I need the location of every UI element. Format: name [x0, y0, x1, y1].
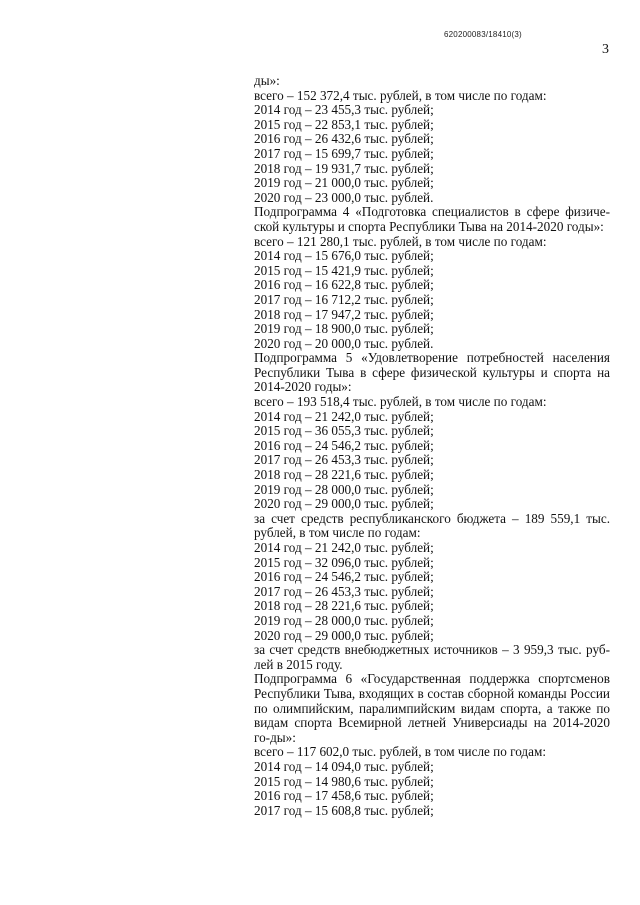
text-line: 2016 год – 26 432,6 тыс. рублей; — [254, 131, 434, 147]
text-line: 2017 год – 26 453,3 тыс. рублей; — [254, 452, 434, 468]
text-line: всего – 193 518,4 тыс. рублей, в том числе по годам: — [254, 394, 547, 410]
text-line: 2020 год – 29 000,0 тыс. рублей; — [254, 496, 434, 512]
text-line: 2019 год – 28 000,0 тыс. рублей; — [254, 481, 434, 497]
text-line: 2014 год – 23 455,3 тыс. рублей; — [254, 102, 434, 118]
text-line: 2014 год – 21 242,0 тыс. рублей; — [254, 408, 434, 424]
text-line: 2014 год – 21 242,0 тыс. рублей; — [254, 540, 434, 555]
paragraph: Подпрограмма 6 «Государственная поддержка спортсменов Республики Тыва, входящих в состав сборной команды России по олимпийским, паралимпийским видам спорта, а также по видам спорта Всемирной летней Универсиады на 2014-2020 го-ды»: — [254, 671, 610, 745]
text-line: 2019 год – 18 900,0 тыс. рублей; — [254, 321, 434, 337]
text-line: всего – 152 372,4 тыс. рублей, в том числе по годам: — [254, 87, 547, 103]
text-line: 2017 год – 15 699,7 тыс. рублей; — [254, 145, 434, 161]
text-line: 2016 год – 24 546,2 тыс. рублей; — [254, 437, 434, 453]
text-line: всего – 121 280,1 тыс. рублей, в том числе по годам: — [254, 233, 547, 249]
text-line: 2020 год – 23 000,0 тыс. рублей. — [254, 189, 434, 205]
paragraph: за счет средств внебюджетных источников – 3 959,3 тыс. руб-лей в 2015 году. — [254, 642, 610, 672]
text-line: 2016 год – 17 458,6 тыс. рублей; — [254, 788, 434, 804]
text-line: ды»: — [254, 73, 280, 88]
text-line: 2018 год – 28 221,6 тыс. рублей; — [254, 467, 434, 483]
paragraph: Подпрограмма 4 «Подготовка специалистов в сфере физиче-ской культуры и спорта Республики Тыва на 2014-2020 годы»: — [254, 204, 610, 234]
text-line: 2017 год – 15 608,8 тыс. рублей; — [254, 802, 434, 818]
paragraph: за счет средств республиканского бюджета – 189 559,1 тыс. рублей, в том числе по годам: — [254, 510, 610, 541]
text-line: 2016 год – 16 622,8 тыс. рублей; — [254, 277, 434, 293]
text-line: 2014 год – 15 676,0 тыс. рублей; — [254, 248, 434, 264]
page-number: 3 — [602, 42, 609, 57]
document-code: 620200083/18410(3) — [444, 30, 522, 39]
text-line: 2020 год – 29 000,0 тыс. рублей; — [254, 627, 434, 643]
text-line: 2015 год – 22 853,1 тыс. рублей; — [254, 116, 434, 132]
document-body — [254, 74, 610, 818]
text-line: 2018 год – 17 947,2 тыс. рублей; — [254, 306, 434, 322]
text-line: 2019 год – 21 000,0 тыс. рублей; — [254, 175, 434, 191]
text-line: 2018 год – 19 931,7 тыс. рублей; — [254, 160, 434, 176]
text-line: 2017 год – 16 712,2 тыс. рублей; — [254, 291, 434, 307]
text-line: 2020 год – 20 000,0 тыс. рублей. — [254, 335, 434, 351]
paragraph: Подпрограмма 5 «Удовлетворение потребностей населения Республики Тыва в сфере физической культуры и спорта на 2014-2020 годы»: — [254, 350, 610, 395]
text-line: 2014 год – 14 094,0 тыс. рублей; — [254, 758, 434, 774]
text-line: 2017 год – 26 453,3 тыс. рублей; — [254, 583, 434, 599]
text-line: всего – 117 602,0 тыс. рублей, в том числе по годам: — [254, 744, 546, 760]
text-line: 2015 год – 32 096,0 тыс. рублей; — [254, 554, 434, 570]
text-line: 2015 год – 14 980,6 тыс. рублей; — [254, 773, 434, 789]
text-line: 2016 год – 24 546,2 тыс. рублей; — [254, 569, 434, 585]
text-line: 2019 год – 28 000,0 тыс. рублей; — [254, 612, 434, 628]
text-line: 2015 год – 15 421,9 тыс. рублей; — [254, 262, 434, 278]
text-line: 2015 год – 36 055,3 тыс. рублей; — [254, 423, 434, 439]
text-line: 2018 год – 28 221,6 тыс. рублей; — [254, 598, 434, 614]
